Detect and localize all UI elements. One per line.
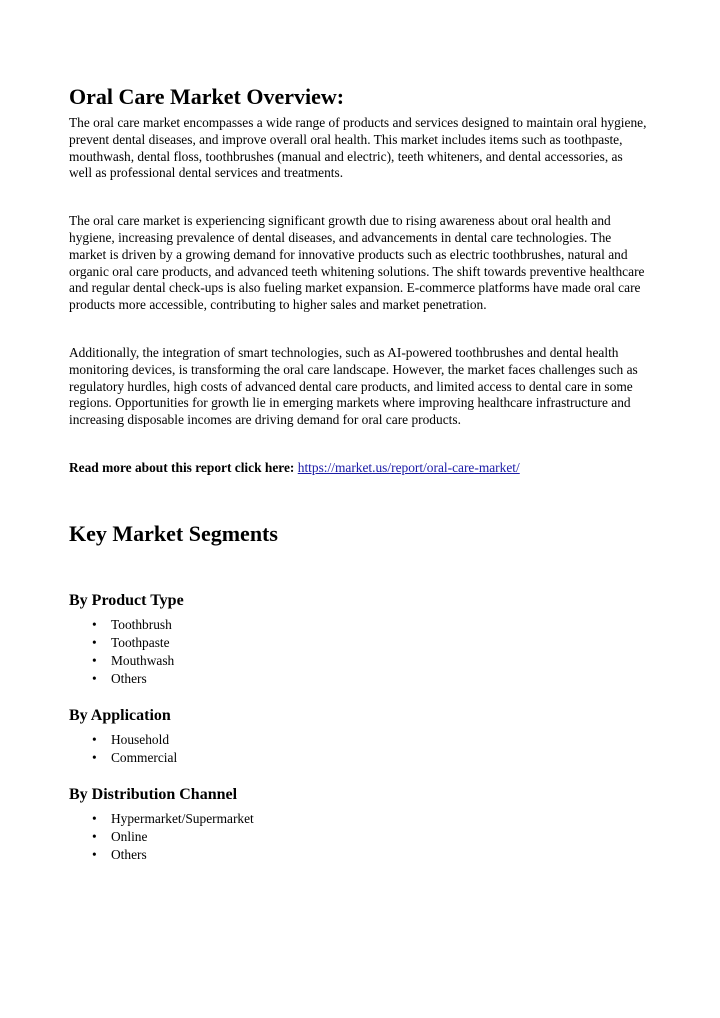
overview-paragraph-1: The oral care market encompasses a wide range of products and services designed to maintain oral hygiene, prevent dental diseases, and improve overall oral health. This market includes items such as toothpaste, mouthwash, dental floss, toothbrushes (manual and electric), teeth whiteners, and dental accessories, as well as professional dental services and treatments. xyxy=(69,115,647,181)
bullet-icon: • xyxy=(92,670,97,686)
overview-paragraph-2: The oral care market is experiencing significant growth due to rising awareness about oral health and hygiene, increasing prevalence of dental diseases, and advancements in dental care technologies. The market is driven by a growing demand for innovative products such as electric toothbrushes, natural and organic oral care products, and advanced teeth whitening solutions. The shift towards preventive healthcare and regular dental check-ups is also fueling market expansion. E-commerce platforms have made oral care products more accessible, contributing to higher sales and market penetration. xyxy=(69,213,645,313)
report-link[interactable]: https://market.us/report/oral-care-market/ xyxy=(297,459,520,475)
list-item-label: Mouthwash xyxy=(111,652,175,668)
list-item xyxy=(69,634,649,652)
bullet-icon: • xyxy=(92,731,97,747)
list-item xyxy=(69,616,649,634)
list-item-label: Others xyxy=(111,846,147,862)
segment-list-distribution-channel xyxy=(69,810,649,864)
overview-paragraph-3: Additionally, the integration of smart technologies, such as AI-powered toothbrushes and dental health monitoring devices, is transforming the oral care landscape. However, the market faces challenges such as regulatory hurdles, high costs of advanced dental care products, and limited access to dental care in some regions. Opportunities for growth lie in emerging markets where improving healthcare infrastructure and increasing disposable incomes are driving demand for oral care products. xyxy=(69,344,638,428)
document-page xyxy=(69,84,649,864)
list-item xyxy=(69,749,649,767)
bullet-icon: • xyxy=(92,846,97,862)
bullet-icon: • xyxy=(92,828,97,844)
list-item xyxy=(69,828,649,846)
list-item-label: Commercial xyxy=(111,749,178,765)
bullet-icon: • xyxy=(92,616,97,632)
segment-heading-application: By Application xyxy=(69,706,171,724)
list-item xyxy=(69,846,649,864)
list-item-label: Others xyxy=(111,670,147,686)
paragraph-spacer xyxy=(69,182,649,213)
bullet-icon: • xyxy=(92,652,97,668)
segments-title: Key Market Segments xyxy=(69,520,278,546)
list-item-label: Toothbrush xyxy=(111,616,172,632)
list-item xyxy=(69,731,649,749)
list-item xyxy=(69,670,649,688)
list-item-label: Household xyxy=(111,731,170,747)
read-more-line xyxy=(69,460,649,477)
list-item-label: Hypermarket/Supermarket xyxy=(111,810,254,826)
segment-list-product-type xyxy=(69,616,649,688)
paragraph-spacer xyxy=(69,314,649,345)
read-more-label: Read more about this report click here: xyxy=(69,459,295,475)
overview-title: Oral Care Market Overview: xyxy=(69,84,345,109)
segment-heading-product-type: By Product Type xyxy=(69,591,184,609)
bullet-icon: • xyxy=(92,810,97,826)
list-item-label: Online xyxy=(111,828,148,844)
list-item xyxy=(69,810,649,828)
segment-list-application xyxy=(69,731,649,767)
list-item xyxy=(69,652,649,670)
bullet-icon: • xyxy=(92,634,97,650)
bullet-icon: • xyxy=(92,749,97,765)
segment-heading-distribution-channel: By Distribution Channel xyxy=(69,785,238,803)
paragraph-spacer xyxy=(69,429,649,460)
list-item-label: Toothpaste xyxy=(111,634,170,650)
